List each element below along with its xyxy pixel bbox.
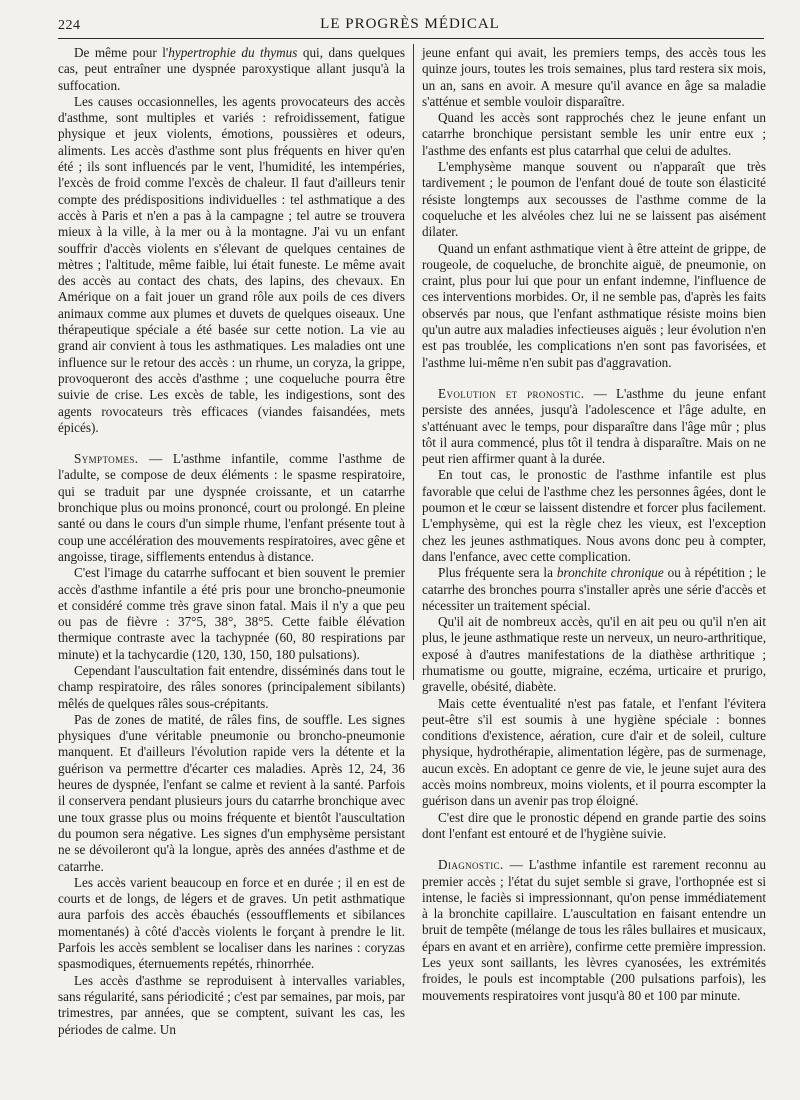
page-number: 224 — [58, 18, 81, 33]
paragraph: Pas de zones de matité, de râles fins, de souffle. Les signes physiques d'une véritable pneumonie ou broncho-pneumonie manquent. Et d'ailleurs l'évolution rapide vers la détente et la guérison va permettre d'écarter ces maladies. Après 12, 24, 36 heures de dyspnée, l'enfant se calme et revient à la santé. Parfois il conservera pendant plusieurs jours du catarrhe bronchique avec une toux grasse plus ou moins fréquente et bientôt l'auscultation du poumon sera négative. Les signes d'un emphysème persistant ne se dévoileront qu'à la longue, après des années d'asthme et de catarrhe. — [58, 711, 405, 874]
section-diagnostic — [422, 857, 766, 1004]
text-run: — L'asthme du jeune enfant persiste des années, jusqu'à l'adolescence et l'âge adulte, en s'atténuant avec le temps, pour disparaître dans l'âge mûr ; plus tôt il aura commencé, plus tôt il tendra à disparaître. Mais on ne peut rien affirmer quant à la durée. — [422, 385, 767, 467]
paragraph: C'est dire que le pronostic dépend en grande partie des soins dont l'enfant est entouré et de l'hygiène suivie. — [422, 809, 766, 841]
paragraph: Les accès varient beaucoup en force et en durée ; il en est de courts et de longs, de légers et de graves. Un petit asthmatique aura parfois des accès ébauchés (essoufflements et sibilances momentanés) à côté d'accès violents le forçant à prendre le lit. Parfois les accès semblent se localiser dans les narines : coryzas spasmodiques, éternuements repétés, rhinorrhée. — [58, 874, 405, 972]
text-run: Plus fréquente sera la — [438, 565, 557, 581]
paragraph: En tout cas, le pronostic de l'asthme infantile est plus favorable que celui de l'asthme chez les personnes âgées, dont le poumon et le cœur se laissent distendre et forcer plus facilement. L'emphysème, qui est la règle chez les vieux, est l'exception chez les jeunes asthmatiques. Nous avons donc peu à compter, dans l'enfance, avec cette complication. — [422, 467, 766, 564]
section-symptomes — [58, 451, 405, 565]
italic-term: bronchite chronique — [556, 565, 664, 581]
paragraph — [422, 565, 766, 614]
paragraph: Les causes occasionnelles, les agents provocateurs des accès d'asthme, sont multiples et variés : refroidissement, fatigue physique et jeux violents, émotions, poussières et odeurs, aliments. Les accès d'asthme sont plus fréquents en hiver qu'en été ; ils sont influencés par le vent, l'humidité, les intempéries, l'excès de froid comme l'excès de chaleur. Il faut d'ailleurs tenir compte des prédispositions individuelles : tel asthmatique a des accès à Paris et n'en a pas à la campagne ; tel autre se trouvera mieux à la ville, à la mer ou à la montagne. J'ai vu un enfant souffrir d'accès violents en s'élevant de quelques centaines de mètres ; l'altitude, même faible, lui était funeste. Le même avait des accès au contact des chats, des lapins, des chevaux. En Amérique on a fait jouer un grand rôle aux poils de ces divers animaux comme aux plumes et duvets de quelques oiseaux. Une thérapeutique spéciale a été basée sur cette notion. La vie au grand air convient à tous les asthmatiques. Les maladies ont une influence sur le retour des accès : un rhume, un coryza, la grippe, provoqueront des accès d'asthme ; une coqueluche pourra être suivie de crise. Les excès de table, les indigestions, sont des agents rovocateurs très efficaces (viandes faisandées, mets épicés). — [58, 93, 405, 435]
left-column — [58, 45, 405, 1038]
section-heading: Evolution et pronostic. — [438, 385, 585, 401]
paragraph: Quand les accès sont rapprochés chez le jeune enfant un catarrhe bronchique persistant semble les unir entre eux ; l'asthme des enfants est plus catarrhal que celui de adultes. — [422, 110, 766, 158]
paragraph: L'emphysème manque souvent ou n'apparaît que très tardivement ; le poumon de l'enfant doué de toute son élasticité résiste longtemps aux secousses de l'asthme comme de la coqueluche et les alvéoles chez lui ne se laissent pas aisément dilater. — [422, 159, 766, 240]
text-run: — L'asthme infantile est rarement reconnu au premier accès ; l'état du sujet semble si grave, l'orthopnée est si intense, le faciès si impressionnant, qu'on pense immédiatement à la bronchite capillaire. L'auscultation en faisant entendre un bruit de tempête (mélange de tous les râles bullaires et musicaux, épars en avant et en arrière), confirme cette première impression. Les yeux sont saillants, les lèvres cyanosées, les extrémités froides, le pouls est incomptable (200 pulsations parfois), les mouvements respiratoires vont jusqu'à 80 et 100 par minute. — [422, 857, 766, 1003]
paragraph: Mais cette éventualité n'est pas fatale, et l'enfant l'évitera peut-être s'il est soumis à une hygiène spéciale : bonnes conditions d'existence, aération, cure d'air et de soleil, culture physique, hydrothérapie, alimentation légère, pas de surmenage, aucun excès. En adoptant ce genre de vie, le jeune sujet aura des accès moins nombreux, moins violents, et il pourra escompter la guérison dans un avenir pas trop éloigné. — [422, 695, 766, 809]
paragraph: jeune enfant qui avait, les premiers temps, des accès tous les quinze jours, toutes les trois semaines, plus tard restera six mois, un an, sans en avoir. A mesure qu'il avance en âge sa maladie s'atténue et semble vouloir disparaître. — [422, 45, 766, 109]
paragraph: Qu'il ait de nombreux accès, qu'il en ait peu ou qu'il n'en ait plus, le jeune asthmatique reste un nerveux, un neuro-arthritique, exposé à d'autres manifestations de la diathèse arthritique ; rhumatisme ou goutte, migraine, eczéma, urticaire et prurigo, gravelle, obésité, diabète. — [422, 614, 766, 695]
section-heading: Symptomes. — [74, 451, 139, 467]
header-rule — [58, 38, 764, 39]
paragraph: Cependant l'auscultation fait entendre, disséminés dans tout le champ respiratoire, des râles sonores (principalement sibilants) mêlés de quelques râles sous-crépitants. — [58, 662, 405, 711]
running-title: LE PROGRÈS MÉDICAL — [320, 16, 500, 32]
column-divider — [413, 44, 414, 680]
paragraph: Quand un enfant asthmatique vient à être atteint de grippe, de rougeole, de coqueluche, de bronchite aiguë, de pneumonie, on craint, plus pour lui que pour un enfant indemne, l'influence de ces interventions morbides. Or, il ne semble pas, d'après les faits observés par nous, que l'enfant asthmatique résiste moins bien qu'un autre aux maladies infectieuses aiguës ; leur évolution n'en est pas troublée, les complications n'en sont pas favorisées, et l'asthme lui-même n'en subit pas d'aggravation. — [422, 240, 766, 370]
text-run: ou à répétition ; le catarrhe des bronches pourra s'installer après une série d'accès et nécessiter un traitement spécial. — [422, 565, 766, 613]
section-evolution — [422, 386, 766, 467]
text-run: qui, dans quelques cas, peut entraîner une dyspnée paroxystique allant jusqu'à la suffocation. — [58, 45, 406, 93]
text-run: — L'asthme infantile, comme l'asthme de l'adulte, se compose de deux éléments : le spasme respiratoire, qui se traduit par une dyspnée croissante, et un catarrhe bronchique plus ou moins prononcé, court ou prolongé. En pleine santé ou dans le cours d'un simple rhume, l'enfant présente tout à coup une accélération des mouvements respiratoires, avec gêne et angoisse, tirage, sifflements entendus à distance. — [58, 451, 405, 564]
paragraph: Les accès d'asthme se reproduisent à intervalles variables, sans régularité, sans périodicité ; c'est par semaines, par mois, par trimestres, par années, que se comptent, suivant les cas, les périodes de calme. Un — [58, 972, 405, 1037]
section-heading: Diagnostic. — [438, 857, 504, 873]
paragraph: C'est l'image du catarrhe suffocant et bien souvent le premier accès d'asthme infantile a été pris pour une broncho-pneumonie et considéré comme très grave sinon fatal. Mais il n'y a que peu ou pas de fièvre : 37°5, 38°, 38°5. Cette faible élévation thermique contraste avec la tachypnée (60, 80 respirations par minute) et la tachycardie (120, 130, 150, 180 pulsations). — [58, 565, 405, 662]
page-header — [40, 14, 780, 36]
right-column — [422, 45, 766, 1004]
text-run: De même pour l' — [74, 45, 169, 60]
italic-term: hypertrophie du thymus — [168, 45, 298, 60]
paragraph — [58, 45, 405, 94]
